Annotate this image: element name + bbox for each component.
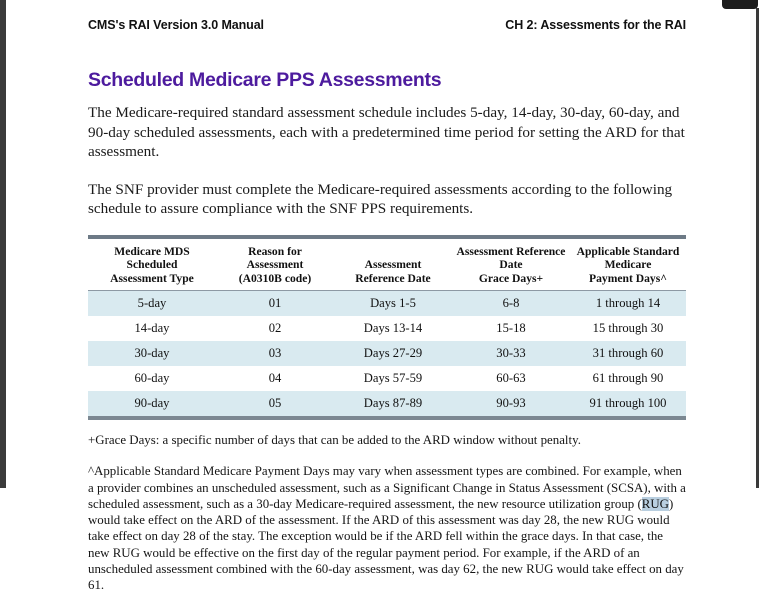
page-title: Scheduled Medicare PPS Assessments <box>88 69 442 91</box>
column-header-assessment-reference-date <box>334 237 452 291</box>
cell-payment-days: 15 through 30 <box>592 321 664 336</box>
page-right-border <box>756 8 759 488</box>
header-line: Medicare MDS <box>114 244 190 258</box>
running-head <box>88 0 686 32</box>
header-line: (A0310B code) <box>238 271 312 285</box>
footnote-payment-days <box>88 463 686 593</box>
table-row <box>88 291 686 317</box>
top-right-artifact <box>722 0 758 9</box>
table-body <box>88 291 686 419</box>
intro-paragraph-1: The Medicare-required standard assessment schedule includes 5-day, 14-day, 30-day, 60-day, and 90-day scheduled assessments, each with a predetermined time period for setting the ARD for that assessment. <box>88 104 685 160</box>
cell-assessment-type: 90-day <box>134 396 170 411</box>
cell-grace-days: 30-33 <box>496 346 526 361</box>
cell-grace-days: 15-18 <box>496 321 526 336</box>
table-row <box>88 341 686 366</box>
cell-reason-code: 05 <box>268 396 282 411</box>
cell-reason-code: 03 <box>268 346 282 361</box>
cell-grace-days: 60-63 <box>496 371 526 386</box>
column-header-reason-for-assessment <box>216 237 334 291</box>
medicare-pps-schedule-table <box>88 235 686 421</box>
cell-payment-days: 31 through 60 <box>592 346 664 361</box>
table-row <box>88 316 686 341</box>
header-line: Grace Days+ <box>478 271 544 285</box>
header-line: Applicable Standard <box>576 244 680 258</box>
footnote-grace-days: +Grace Days: a specific number of days that can be added to the ARD window without penalty. <box>88 433 581 448</box>
cell-payment-days: 1 through 14 <box>595 296 661 311</box>
cell-reason-code: 04 <box>268 371 282 386</box>
cell-reference-date: Days 87-89 <box>363 396 423 411</box>
cell-grace-days: 6-8 <box>502 296 520 311</box>
table-header-row <box>88 237 686 291</box>
footnote-text-part-2: ) would take effect on the ARD of the assessment. If the ARD of this assessment was day 28, the new RUG would take effect on day 28 of the stay. The exception would be if the ARD fell within the grace days. In that case, the new RUG would be effective on the first day of the regular payment period. For example, if the ARD of an unscheduled assessment combined with the 60-day assessment, was day 62, the new RUG would take effect on day 61. <box>88 496 684 592</box>
cell-reason-code: 01 <box>268 296 282 311</box>
cell-assessment-type: 30-day <box>134 346 170 361</box>
cell-payment-days: 91 through 100 <box>589 396 667 411</box>
header-line: Scheduled <box>126 258 178 272</box>
table-row <box>88 366 686 391</box>
footnote-text-part-1: ^Applicable Standard Medicare Payment Days may vary when assessment types are combined. For example, when a provider combines an unscheduled assessment, such as a Significant Change in Status Assessment (SCSA), with a scheduled assessment, such as a 30-day Medicare-required assessment, the new resource utilization group ( <box>88 464 686 511</box>
document-page <box>88 0 686 592</box>
selected-text-rug[interactable]: RUG <box>641 496 669 511</box>
table-row <box>88 391 686 418</box>
cell-reference-date: Days 13-14 <box>363 321 423 336</box>
header-line: Medicare <box>604 258 652 272</box>
header-line: Reference Date <box>355 271 431 285</box>
cell-assessment-type: 60-day <box>134 371 170 386</box>
running-head-right: CH 2: Assessments for the RAI <box>505 18 686 32</box>
table-header <box>88 237 686 291</box>
running-head-left: CMS's RAI Version 3.0 Manual <box>88 18 264 32</box>
header-line: Date <box>499 258 523 272</box>
intro-paragraph-2: The SNF provider must complete the Medicare-required assessments according to the following schedule to assure compliance with the SNF PPS requirements. <box>88 180 673 217</box>
cell-reference-date: Days 57-59 <box>363 371 423 386</box>
cell-reason-code: 02 <box>268 321 282 336</box>
left-edge-strip <box>0 0 6 488</box>
column-header-grace-days <box>452 237 570 291</box>
header-line: Assessment Reference <box>456 244 566 258</box>
header-line: Payment Days^ <box>589 271 667 285</box>
cell-assessment-type: 14-day <box>134 321 170 336</box>
cell-payment-days: 61 through 90 <box>592 371 664 386</box>
header-line: Assessment <box>364 258 422 272</box>
header-line: Reason for Assessment <box>246 244 304 272</box>
cell-assessment-type: 5-day <box>137 296 167 311</box>
column-header-payment-days <box>570 237 686 291</box>
cell-grace-days: 90-93 <box>496 396 526 411</box>
column-header-assessment-type <box>88 237 216 291</box>
cell-reference-date: Days 1-5 <box>370 296 416 311</box>
header-line: Assessment Type <box>110 271 194 285</box>
cell-reference-date: Days 27-29 <box>363 346 423 361</box>
